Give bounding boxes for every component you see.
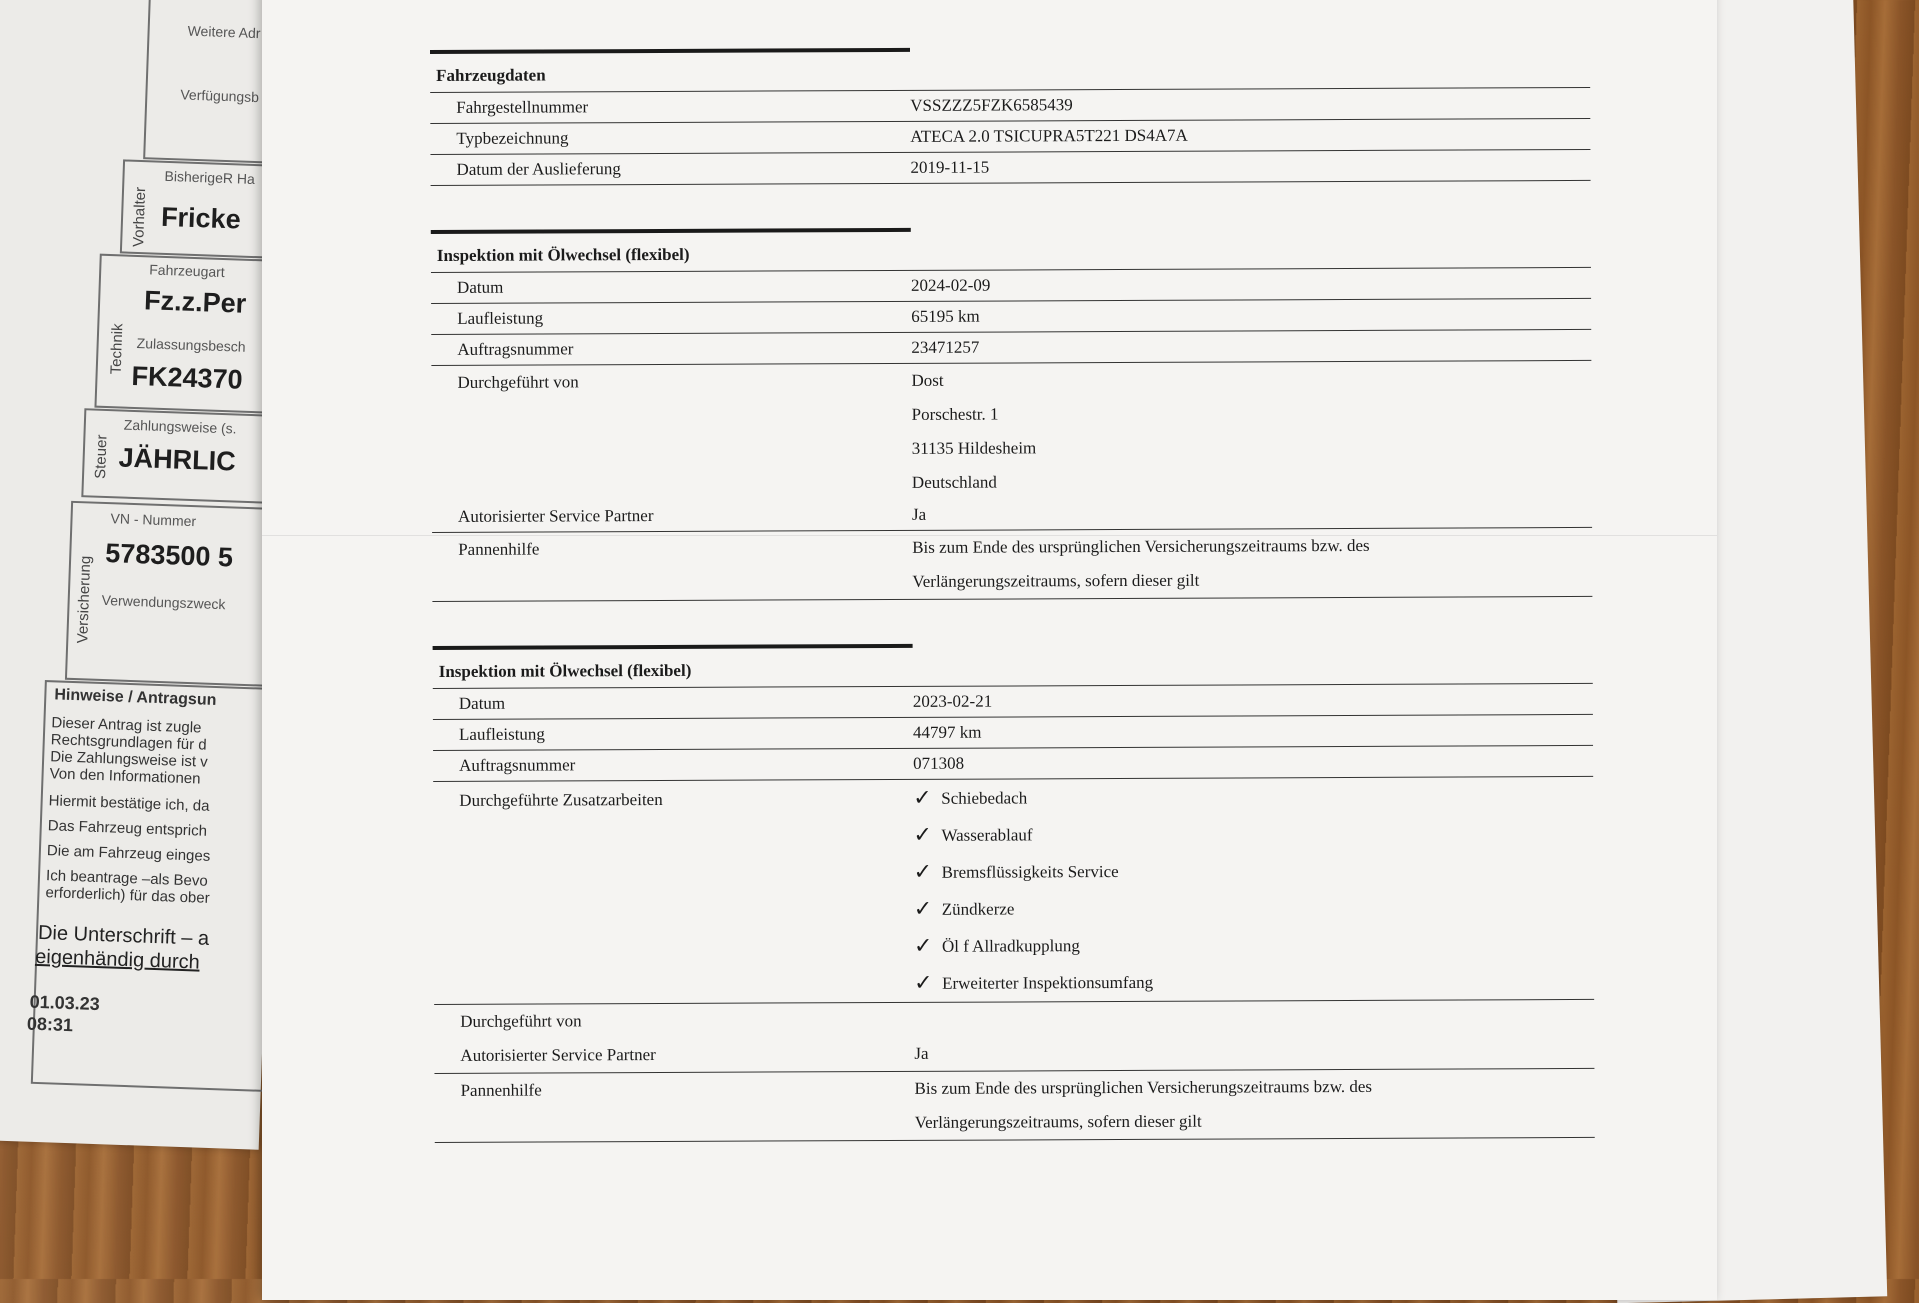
address-line: 31135 Hildesheim — [911, 438, 1037, 458]
verfuegung-label: Verfügungsb — [180, 86, 260, 106]
pannenhilfe-line: Verlängerungszeitraums, sofern dieser gilt — [914, 1111, 1202, 1132]
list-item — [913, 814, 1593, 854]
row-zusatzarbeiten — [433, 777, 1594, 1005]
note-line: Von den Informationen — [49, 765, 201, 788]
row-value — [912, 528, 1592, 599]
row-label: Durchgeführte Zusatzarbeiten — [459, 789, 663, 810]
row-label: Laufleistung — [458, 724, 545, 744]
row-label: Durchgeführt von — [460, 1011, 582, 1031]
row-datum — [431, 268, 1591, 304]
hinweise-title: Hinweise / Antragsun — [54, 686, 217, 709]
note-line: Ich beantrage –als Bevo — [45, 867, 209, 890]
row-laufleistung — [433, 715, 1593, 751]
row-value: VSSZZZ5FZK6585439 — [910, 95, 1073, 115]
row-value-empty — [914, 1017, 1594, 1020]
zusatz-label: Schiebedach — [941, 787, 1028, 808]
row-label: Durchgeführt von — [457, 372, 579, 392]
list-item — [914, 925, 1594, 965]
row-autorisiert — [434, 1034, 1594, 1074]
pannenhilfe-line: Bis zum Ende des ursprünglichen Versicherungszeitraums bzw. des — [912, 535, 1370, 557]
row-value: 65195 km — [911, 306, 980, 326]
zusatz-label: Wasserablauf — [941, 824, 1033, 845]
section-fahrzeugdaten — [430, 45, 1591, 186]
hinweise-notes — [45, 714, 216, 907]
row-value: 44797 km — [912, 722, 982, 742]
verwendungszweck-label: Verwendungszweck — [101, 591, 226, 613]
row-value — [914, 1069, 1594, 1140]
zusatz-label: Zündkerze — [941, 898, 1015, 919]
service-history-document — [262, 0, 1717, 1300]
row-value: 23471257 — [911, 337, 980, 357]
row-value: Ja — [914, 1043, 929, 1063]
note-line: Das Fahrzeug entsprich — [47, 817, 208, 840]
versicherung-side-label: Versicherung — [74, 555, 95, 644]
row-value: Ja — [911, 504, 927, 524]
section-rule — [431, 228, 911, 234]
pannenhilfe-line: Verlängerungszeitraums, sofern dieser gilt — [912, 570, 1200, 591]
checkmark-icon: ✓ — [914, 970, 933, 996]
row-auslieferung — [430, 150, 1590, 186]
stamp-time: 08:31 — [26, 1013, 74, 1036]
address-line: Deutschland — [911, 472, 997, 492]
row-value-address — [911, 361, 1592, 500]
row-label: Datum der Auslieferung — [456, 159, 621, 179]
vn-nummer-label: VN - Nummer — [110, 510, 197, 530]
checkmark-icon: ✓ — [913, 785, 932, 811]
row-label: Autorisierter Service Partner — [460, 1045, 656, 1065]
section-title: Inspektion mit Ölwechsel (flexibel) — [433, 655, 1593, 689]
note-line: Rechtsgrundlagen für d — [50, 731, 207, 754]
row-durchgefuehrt-von — [434, 1000, 1594, 1039]
row-pannenhilfe — [432, 528, 1592, 602]
list-item — [914, 962, 1594, 1002]
row-fahrgestellnummer — [430, 88, 1590, 124]
section-title: Inspektion mit Ölwechsel (flexibel) — [431, 239, 1591, 273]
list-item — [914, 851, 1594, 891]
weitere-label: Weitere Adr — [187, 22, 261, 42]
zahlungsweise-value: JÄHRLIC — [118, 442, 237, 477]
row-label: Fahrgestellnummer — [456, 97, 589, 117]
note-line: Hiermit bestätige ich, da — [48, 792, 210, 815]
document-body — [430, 45, 1595, 1187]
section-rule — [433, 644, 913, 650]
zahlungsweise-label: Zahlungsweise (s. — [123, 416, 237, 437]
row-value: 2019-11-15 — [910, 157, 990, 177]
row-typbezeichnung — [430, 119, 1590, 155]
list-item — [913, 777, 1593, 817]
vorhalter-side-label: Vorhalter — [130, 186, 150, 248]
note-line: Dieser Antrag ist zugle — [51, 714, 202, 737]
section-inspektion-2024 — [431, 225, 1593, 602]
zusatzarbeiten-list — [913, 777, 1594, 1002]
row-value: 2024-02-09 — [910, 275, 991, 295]
bisheriger-value: Fricke — [160, 201, 242, 235]
checkmark-icon: ✓ — [913, 859, 933, 885]
technik-side-label: Technik — [107, 323, 127, 375]
pannenhilfe-line: Bis zum Ende des ursprünglichen Versicherungszeitraums bzw. des — [914, 1076, 1373, 1098]
zusatz-label: Öl f Allradkupplung — [941, 935, 1080, 956]
row-value: 071308 — [913, 753, 965, 773]
row-auftragsnummer — [431, 330, 1591, 366]
unterschrift-text: Die Unterschrift – a — [37, 921, 210, 950]
row-label: Pannenhilfe — [460, 1080, 542, 1100]
fahrzeugart-value: Fz.z.Per — [143, 285, 247, 319]
checkmark-icon: ✓ — [913, 822, 932, 848]
zusatz-label: Erweiterter Inspektionsumfang — [942, 972, 1154, 993]
row-label: Autorisierter Service Partner — [457, 506, 654, 526]
vn-nummer-value: 5783500 5 — [104, 538, 234, 573]
registration-form-sheet — [0, 0, 300, 1150]
row-label: Typbezeichnung — [456, 128, 569, 148]
stamp-date: 01.03.23 — [29, 991, 101, 1015]
bisheriger-label: BisherigeR Ha — [164, 167, 256, 188]
checkmark-icon: ✓ — [913, 896, 933, 922]
note-line: erforderlich) für das ober — [45, 884, 210, 907]
zulassung-label: Zulassungsbesch — [136, 335, 246, 355]
row-value: 2023-02-21 — [912, 691, 993, 711]
row-label: Auftragsnummer — [457, 339, 574, 359]
zulassung-value: FK24370 — [131, 360, 244, 395]
row-pannenhilfe — [434, 1069, 1594, 1143]
row-auftragsnummer — [433, 746, 1593, 782]
note-line: Die Zahlungsweise ist v — [49, 748, 209, 771]
list-item — [914, 888, 1594, 928]
address-line: Dost — [911, 370, 944, 390]
row-laufleistung — [431, 299, 1591, 335]
row-durchgefuehrt-von — [431, 361, 1592, 502]
section-rule — [430, 48, 910, 54]
section-title: Fahrzeugdaten — [430, 59, 1590, 93]
row-value: ATECA 2.0 TSICUPRA5T221 DS4A7A — [910, 125, 1188, 146]
checkmark-icon: ✓ — [913, 933, 933, 959]
fahrzeugart-label: Fahrzeugart — [149, 261, 226, 281]
eigenhaendig-text: eigenhändig durch — [34, 945, 201, 974]
row-label: Pannenhilfe — [458, 539, 540, 559]
note-line: Die am Fahrzeug einges — [46, 842, 211, 865]
row-autorisiert — [432, 497, 1592, 533]
address-line: Porschestr. 1 — [911, 404, 999, 424]
row-label: Datum — [458, 693, 506, 713]
section-inspektion-2023 — [433, 641, 1595, 1143]
row-label: Datum — [456, 277, 504, 297]
row-label: Laufleistung — [457, 308, 544, 328]
row-datum — [433, 684, 1593, 720]
row-label: Auftragsnummer — [459, 755, 576, 775]
zusatz-label: Bremsflüssigkeits Service — [941, 861, 1119, 882]
steuer-side-label: Steuer — [91, 434, 111, 480]
